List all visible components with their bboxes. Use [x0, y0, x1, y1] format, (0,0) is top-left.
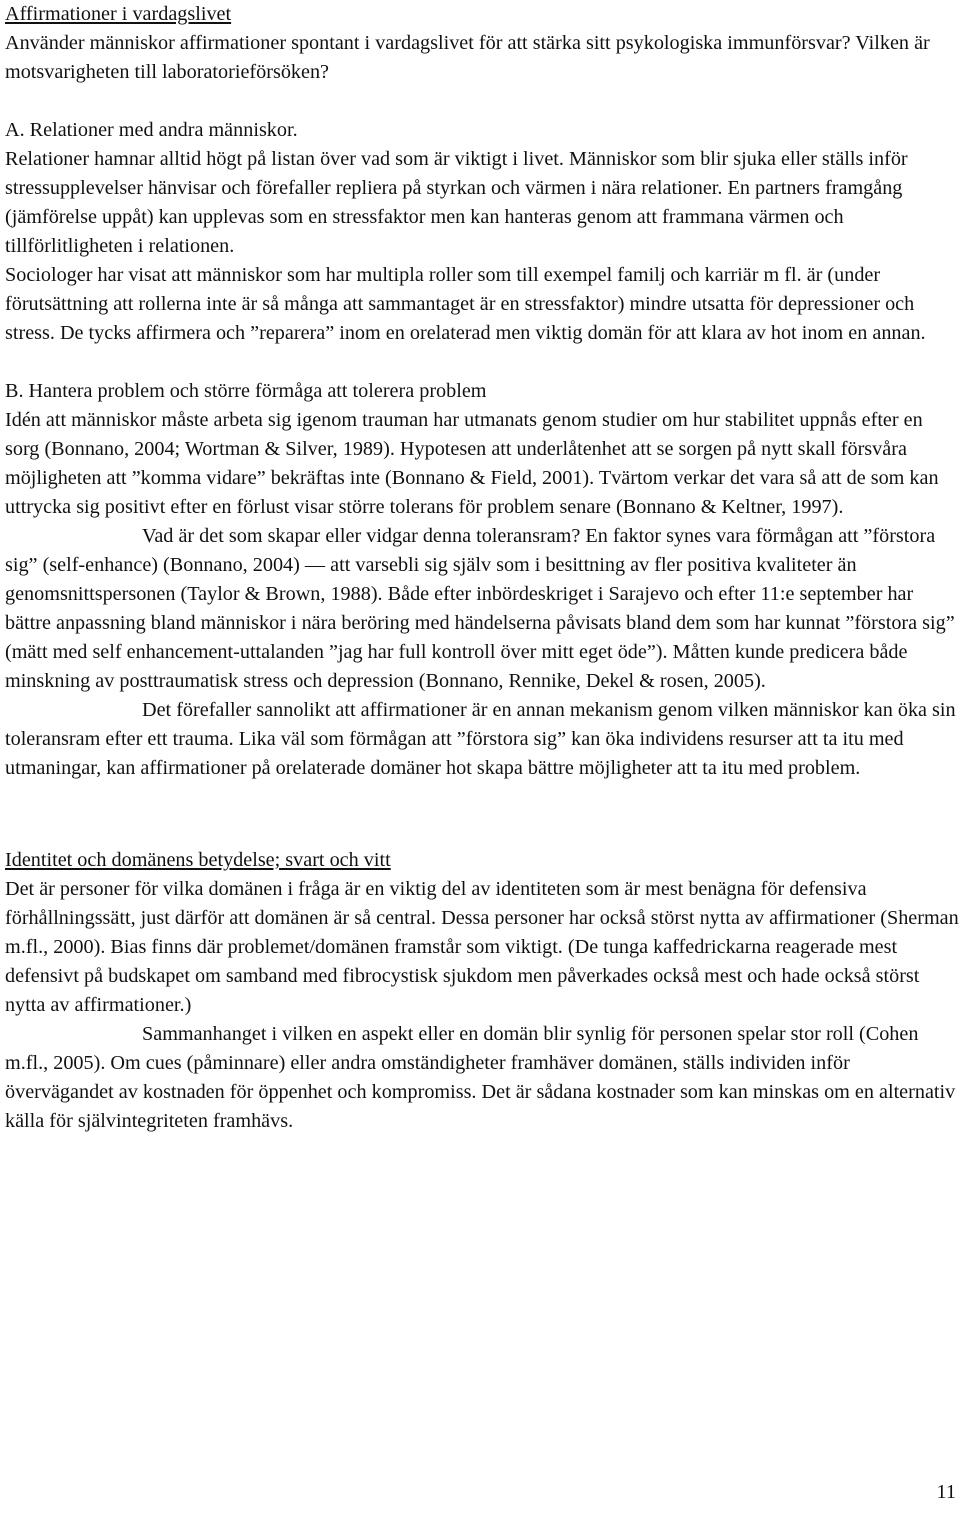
spacer — [5, 348, 960, 377]
section-heading-affirmations: Affirmationer i vardagslivet — [5, 3, 232, 25]
paragraph-context: Sammanhanget i vilken en aspekt eller en domän blir synlig för personen spelar stor roll (Cohen m.fl., 2005). Om cues (påminnare) eller andra omständigheter framhäver domänen, ställs individen inför övervägandet av kostnaden för öppenhet och kompromiss. Det är sådana kostnader som kan minskas om en alternativ källa för självintegriteten framhävs. — [5, 1023, 956, 1132]
paragraph-trauma: Idén att människor måste arbeta sig igenom trauman har utmanats genom studier om hur stabilitet uppnås efter en sorg (Bonnano, 2004; Wortman & Silver, 1989). Hypotesen att underlåtenhet att se sorgen på nytt skall försvåra möjligheten att ”komma vidare” bekräftas inte (Bonnano & Field, 2001). Tvärtom verkar det vara så att de som kan uttrycka sig positivt efter en förlust visar större tolerans för problem senare (Bonnano & Keltner, 1997). — [5, 409, 939, 518]
subsection-heading-a: A. Relationer med andra människor. — [5, 119, 298, 141]
spacer — [5, 87, 960, 116]
spacer — [5, 783, 960, 846]
section-heading-identity: Identitet och domänens betydelse; svart och vitt — [5, 849, 391, 871]
paragraph-tolerance: Vad är det som skapar eller vidgar denna toleransram? En faktor synes vara förmågan att ”förstora sig” (self-enhance) (Bonnano, 2004) — att varsebli sig själv som i besittning av fler positiva kvaliteter än genomsnittspersonen (Taylor & Brown, 1988). Både efter inbördeskriget i Sarajevo och efter 11:e september har bättre anpassning bland människor i nära beröring med händelserna påvisats bland dem som har kunnat ”förstora sig” (mätt med self enhancement-uttalanden ”jag har full kontroll över mitt eget öde”). Måtten kunde predicera både minskning av posttraumatisk stress och depression (Bonnano, Rennike, Dekel & rosen, 2005). — [5, 525, 955, 692]
paragraph-sociologists: Sociologer har visat att människor som har multipla roller som till exempel familj och karriär m fl. är (under förutsättning att rollerna inte är så många att sammantaget är en stressfaktor) mindre utsatta för depressioner och stress. De tycks affirmera och ”reparera” inom en orelaterad men viktig domän för att klara av hot inom en annan. — [5, 264, 926, 344]
subsection-heading-b: B. Hantera problem och större förmåga att tolerera problem — [5, 380, 487, 402]
document-page — [5, 0, 960, 1136]
paragraph-mechanism: Det förefaller sannolikt att affirmationer är en annan mekanism genom vilken människor kan öka sin toleransram efter ett trauma. Lika väl som förmågan att ”förstora sig” kan öka individens resurser att ta itu med utmaningar, kan affirmationer på orelaterade domäner hot skapa bättre möjligheter att ta itu med problem. — [5, 699, 956, 779]
page-number: 11 — [936, 1481, 956, 1503]
paragraph-identity: Det är personer för vilka domänen i fråga är en viktig del av identiteten som är mest benägna för defensiva förhållningssätt, just därför att domänen är så central. Dessa personer har också störst nytta av affirmationer (Sherman m.fl., 2000). Bias finns där problemet/domänen framstår som viktigt. (De tunga kaffedrickarna reagerade mest defensivt på budskapet om samband med fibrocystisk sjukdom men påverkades också mest och hade också störst nytta av affirmationer.) — [5, 878, 959, 1016]
paragraph-relations: Relationer hamnar alltid högt på listan över vad som är viktigt i livet. Människor som blir sjuka eller ställs inför stressupplevelser hänvisar och förefaller repliera på styrkan och värmen i nära relationer. En partners framgång (jämförelse uppåt) kan upplevas som en stressfaktor men kan hanteras genom att frammana värmen och tillförlitligheten i relationen. — [5, 148, 908, 257]
intro-paragraph: Använder människor affirmationer spontant i vardagslivet för att stärka sitt psykologiska immunförsvar? Vilken är motsvarigheten till laboratorieförsöken? — [5, 32, 930, 83]
